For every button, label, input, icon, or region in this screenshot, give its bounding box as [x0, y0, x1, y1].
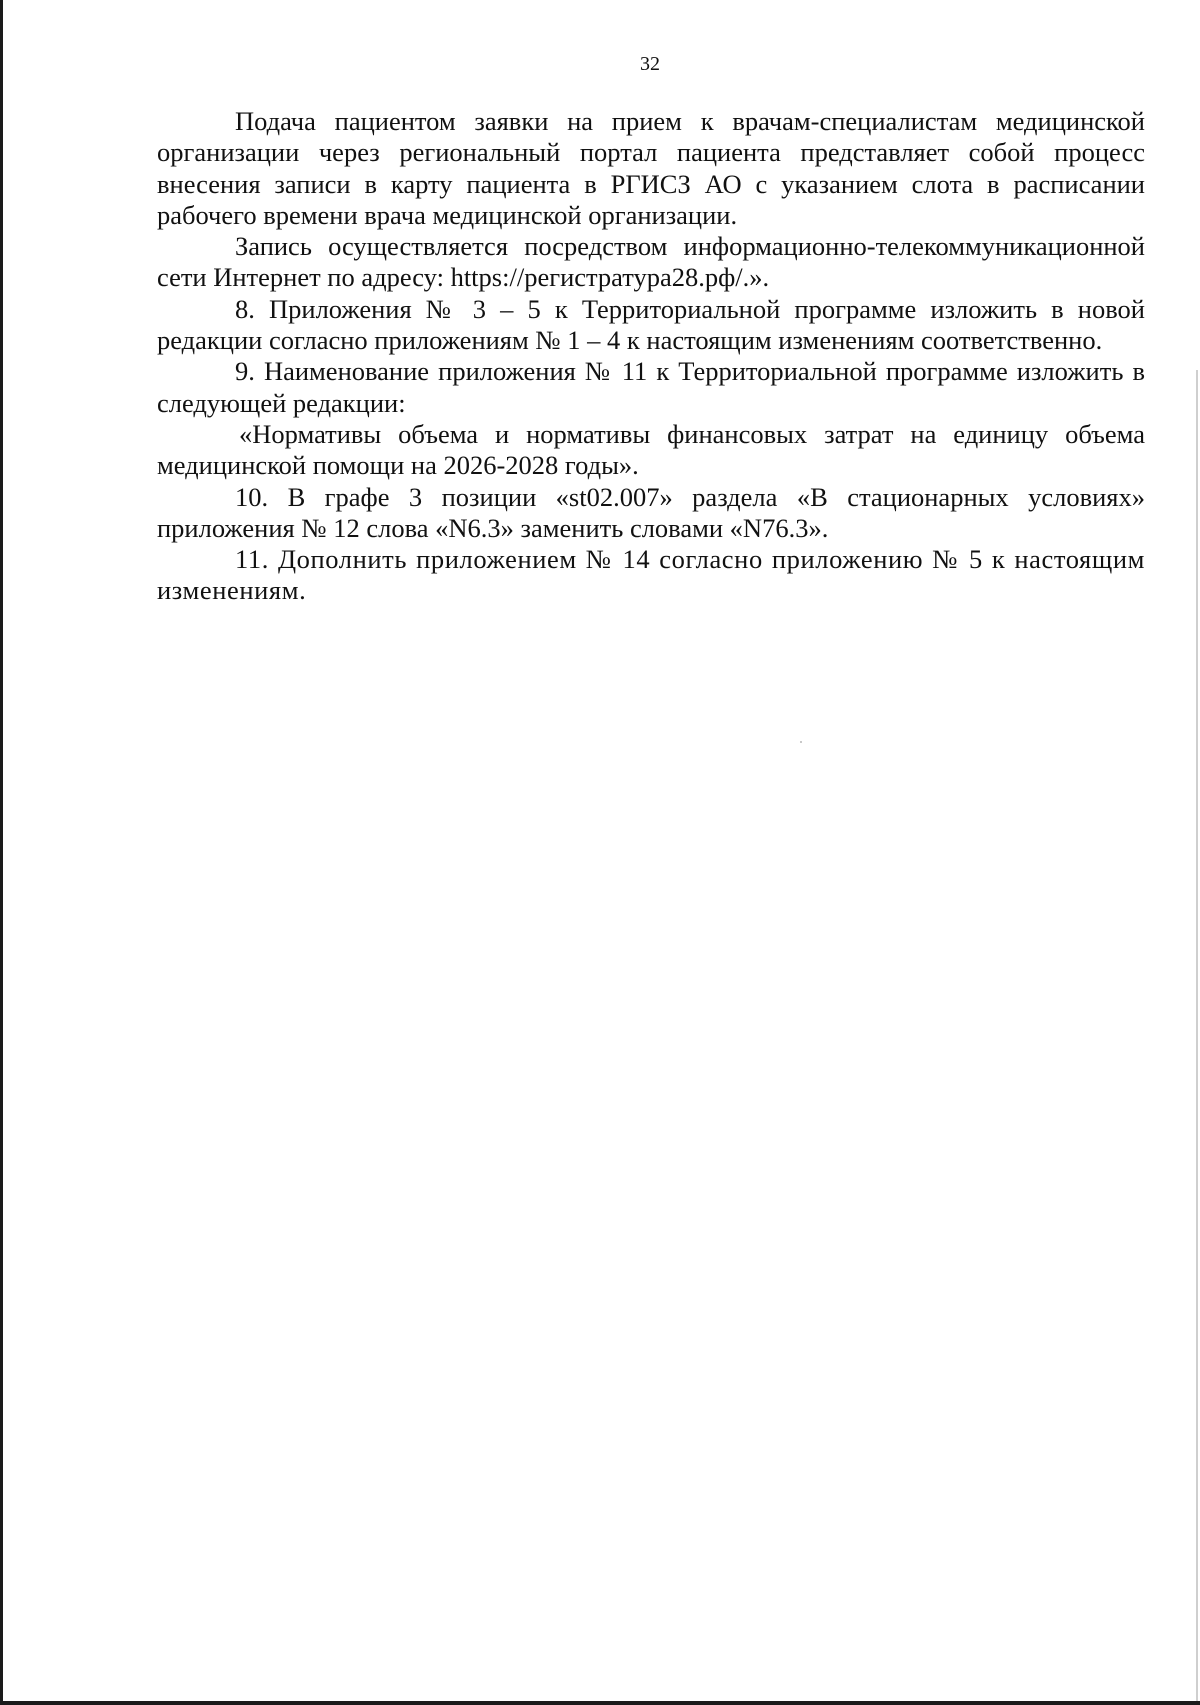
paragraph-patient-request: Подача пациентом заявки на прием к врачам-специалистам медицинской организации через региональный портал пациента представляет собой процесс внесения записи в карту пациента в РГИСЗ АО с указанием слота в расписании рабочего времени врача медицинской организации.: [157, 106, 1145, 230]
scan-edge-right: [1196, 370, 1198, 1705]
scan-edge-left: [0, 0, 3, 1705]
paragraph-item-8: 8. Приложения № 3 – 5 к Территориальной программе изложить в новой редакции согласно приложениям № 1 – 4 к настоящим изменениям соответственно.: [157, 293, 1145, 356]
paragraph-item-11: 11. Дополнить приложением № 14 согласно приложению № 5 к настоящим изменениям.: [157, 544, 1145, 606]
paragraph-appendix-11-title: «Нормативы объема и нормативы финансовых затрат на единицу объема медицинской помощи на 2026-2028 годы».: [157, 418, 1145, 481]
paragraph-item-10: 10. В графе 3 позиции «st02.007» раздела «В стационарных условиях» приложения № 12 слова «N6.3» заменить словами «N76.3».: [157, 481, 1145, 543]
document-body: [157, 106, 1145, 607]
page-number: 32: [640, 53, 660, 75]
paragraph-item-9: 9. Наименование приложения № 11 к Территориальной программе изложить в следующей редакции:: [157, 356, 1145, 418]
scan-speck: [800, 741, 802, 743]
paragraph-registration-address: Запись осуществляется посредством информационно-телекоммуникационной сети Интернет по адресу: https://регистратура28.рф/.».: [157, 231, 1145, 293]
scan-edge-bottom: [0, 1701, 1200, 1705]
